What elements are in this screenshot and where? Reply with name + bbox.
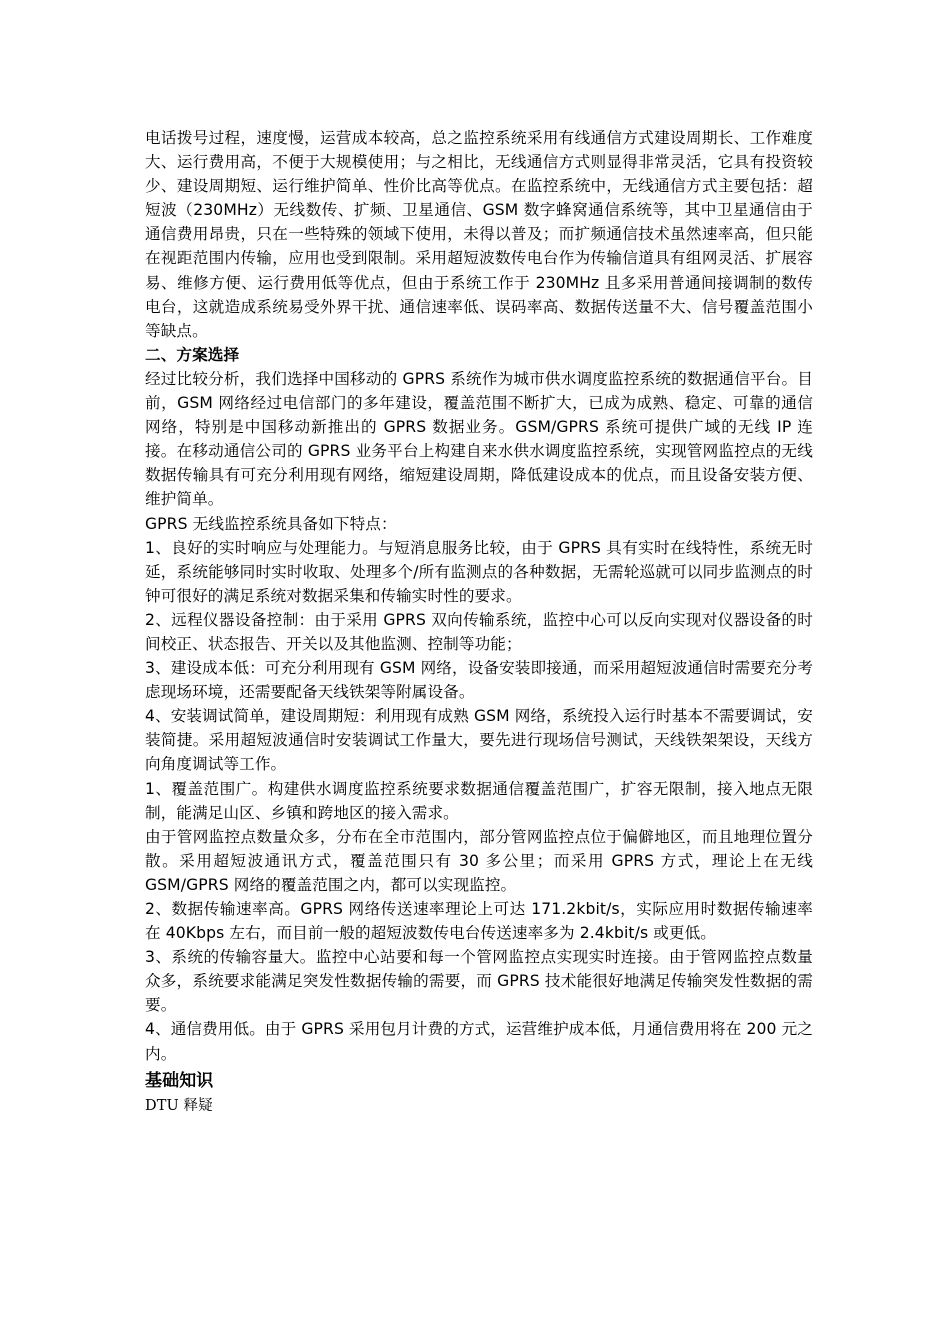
feature-remote-control: 2、远程仪器设备控制：由于采用 GPRS 双向传输系统，监控中心可以反向实现对仪器设备的时间校正、状态报告、开关以及其他监测、控制等功能；: [145, 610, 813, 653]
document-page: [145, 126, 813, 1117]
feature-low-fee: 4、通信费用低。由于 GPRS 采用包月计费的方式，运营维护成本低，月通信费用将在 200 元之内。: [145, 1020, 813, 1063]
feature-low-cost: 3、建设成本低：可充分利用现有 GSM 网络，设备安装即接通，而采用超短波通信时需要充分考虑现场环境，还需要配备天线铁架等附属设备。: [145, 659, 813, 702]
scheme-paragraph-analysis: 经过比较分析，我们选择中国移动的 GPRS 系统作为城市供水调度监控系统的数据通信平台。目前，GSM 网络经过电信部门的多年建设，覆盖范围不断扩大，已成为成熟、稳定、可靠的通信网络，特别是中国移动新推出的 GPRS 数据业务。GSM/GPRS 系统可提供广域的无线 IP 连接。在移动通信公司的 GPRS 业务平台上构建自来水供水调度监控系统，实现管网监控点的无线数据传输具有可充分利用现有网络，缩短建设周期，降低建设成本的优点，而且设备安装方便、维护简单。: [145, 369, 813, 509]
feature-easy-install: 4、安装调试简单，建设周期短：利用现有成熟 GSM 网络，系统投入运行时基本不需要调试，安装简捷。采用超短波通信时安装调试工作量大，要先进行现场信号测试，天线铁架架设，天线方向角度调试等工作。: [145, 707, 813, 774]
feature-wide-coverage: 1、覆盖范围广。构建供水调度监控系统要求数据通信覆盖范围广，扩容无限制，接入地点无限制，能满足山区、乡镇和跨地区的接入需求。: [145, 779, 813, 822]
section-title-basics: 基础知识: [145, 1070, 214, 1091]
feature-high-speed: 2、数据传输速率高。GPRS 网络传送速率理论上可达 171.2kbit/s，实际应用时数据传输速率在 40Kbps 左右，而目前一般的超短波数传电台传送速率多为 2.4kbit/s 或更低。: [145, 900, 813, 943]
dtu-faq-line: DTU 释疑: [145, 1097, 213, 1114]
coverage-detail: 由于管网监控点数量众多，分布在全市范围内，部分管网监控点位于偏僻地区，而且地理位置分散。采用超短波通讯方式，覆盖范围只有 30 多公里；而采用 GPRS 方式，理论上在无线 GSM/GPRS 网络的覆盖范围之内，都可以实现监控。: [145, 827, 813, 894]
feature-large-capacity: 3、系统的传输容量大。监控中心站要和每一个管网监控点实现实时连接。由于管网监控点数量众多，系统要求能满足突发性数据传输的需要，而 GPRS 技术能很好地满足传输突发性数据的需要。: [145, 948, 813, 1015]
feature-realtime: 1、良好的实时响应与处理能力。与短消息服务比较，由于 GPRS 具有实时在线特性，系统无时延，系统能够同时实时收取、处理多个/所有监测点的各种数据，无需轮巡就可以同步监测点的时钟可很好的满足系统对数据采集和传输实时性的要求。: [145, 538, 813, 605]
heading-scheme-selection: 二、方案选择: [145, 345, 240, 364]
features-intro: GPRS 无线监控系统具备如下特点：: [145, 514, 397, 533]
intro-paragraph: 电话拨号过程，速度慢，运营成本较高，总之监控系统采用有线通信方式建设周期长、工作难度大、运行费用高，不便于大规模使用；与之相比，无线通信方式则显得非常灵活，它具有投资较少、建设周期短、运行维护简单、性价比高等优点。在监控系统中，无线通信方式主要包括：超短波（230MHz）无线数传、扩频、卫星通信、GSM 数字蜂窝通信系统等，其中卫星通信由于通信费用昂贵，只在一些特殊的领域下使用，未得以普及；而扩频通信技术虽然速率高，但只能在视距范围内传输，应用也受到限制。采用超短波数传电台作为传输信道具有组网灵活、扩展容易、维修方便、运行费用低等优点，但由于系统工作于 230MHz 且多采用普通间接调制的数传电台，这就造成系统易受外界干扰、通信速率低、误码率高、数据传送量不大、信号覆盖范围小等缺点。: [145, 129, 813, 340]
